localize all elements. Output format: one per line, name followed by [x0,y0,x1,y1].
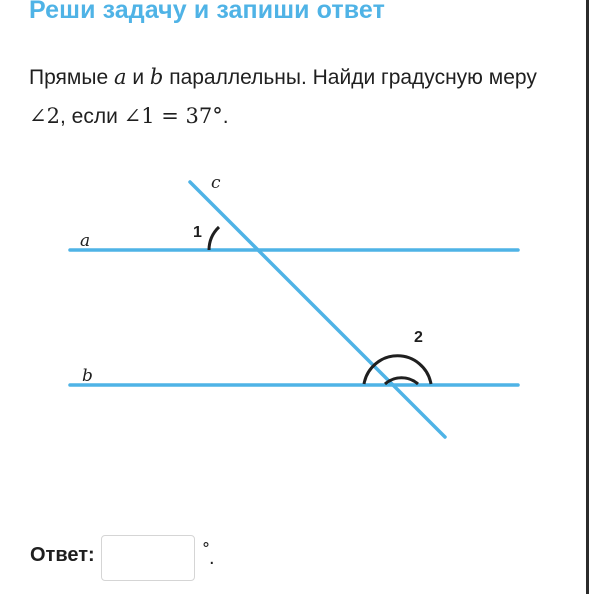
angle-1-arc [209,227,219,250]
label-angle-1: 1 [193,224,202,241]
answer-period: . [209,547,215,569]
angle-2-arc-outer [364,356,431,384]
window-edge-divider [586,0,589,594]
var-a: a [113,65,127,89]
task-text-part: , если [59,105,124,128]
angle-1-expr: ∠1 = 37° [123,104,223,128]
label-a: a [80,231,91,251]
label-b: b [82,366,93,386]
label-angle-2: 2 [414,329,423,346]
angle-2-expr: ∠2 [29,104,60,128]
transversal-c [190,182,445,437]
answer-input[interactable] [101,535,195,581]
task-text-part: параллельны. Найди градусную меру [163,66,537,89]
answer-label: Ответ: [30,544,95,566]
degree-unit: ° [202,539,210,558]
task-text-part: Прямые [29,66,114,89]
label-c: c [211,173,221,193]
task-text-part: . [222,105,229,128]
task-text-part: и [126,66,150,89]
var-b: b [149,65,164,89]
page-title: Реши задачу и запиши ответ [29,0,385,24]
